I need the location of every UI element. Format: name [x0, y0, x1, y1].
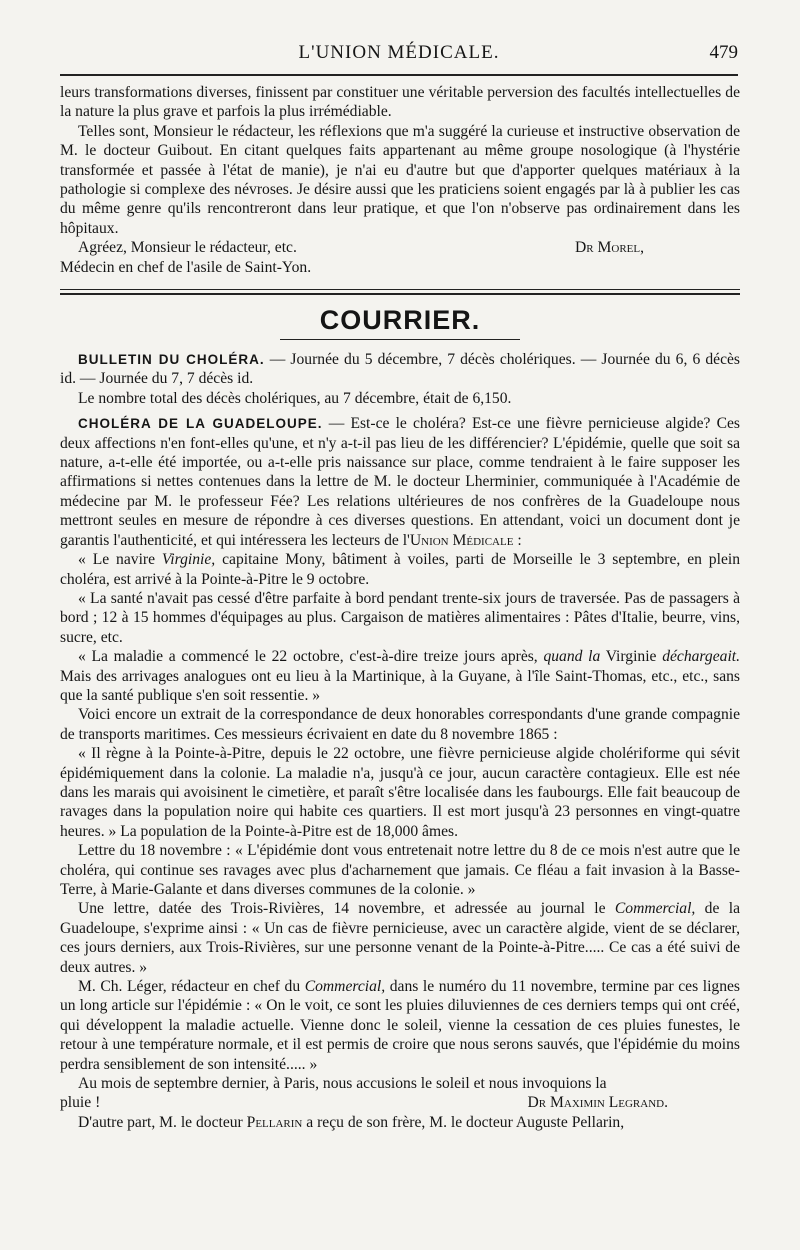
- quote-text: Mais des arrivages analogues ont eu lieu à la Martinique, à la Guyane, à l'île Saint-Thomas, etc., etc., sans que la santé publique s'en soit ressentie. »: [60, 667, 740, 704]
- bulletin-paragraph: [60, 350, 740, 389]
- guadeloupe-label: CHOLÉRA DE LA GUADELOUPE.: [78, 416, 323, 432]
- letter-18-november: Lettre du 18 novembre : « L'épidémie dont vous entretenait notre lettre du 8 de ce mois n'est autre que le choléra, qui continue ses ravages avec plus d'acharnement que jamais. Ce fléau a fait invasion à la Basse-Terre, à Marie-Galante et dans diverses communes de la colonie. »: [60, 842, 740, 899]
- page-body: [60, 83, 740, 1132]
- section-title: COURRIER.: [319, 305, 481, 336]
- paragraph-text: de la Guadeloupe, s'exprime ainsi : « Un cas de fièvre pernicieuse, avec un caractère algide, vient de se déclarer, ces jours derniers, aux Trois-Rivières, sur une personne venant de la Pointe-à-Pitre..... Ce cas a été suivi de deux autres. »: [60, 900, 740, 976]
- quote-pointe-a-pitre: « Il règne à la Pointe-à-Pitre, depuis le 22 octobre, une fièvre pernicieuse algide cholériforme qui sévit épidémiquement dans la colonie. La maladie n'a, jusqu'à ce jour, aucun caractère contagieux. Elle est née dans les marais qui avoisinent le cimetière, et paraît s'être localisée dans les faubourgs. Elle fait beaucoup de ravages dans la population noire qui habite ces quartiers. Il est mort jusqu'à 23 personnes en vingt-quatre heures. » La population de la Pointe-à-Pitre est de 18,000 âmes.: [60, 745, 740, 840]
- person-name: Pellarin: [246, 1113, 303, 1131]
- quote-text: « La maladie a commencé le 22 octobre, c'est-à-dire treize jours après,: [78, 648, 544, 666]
- paragraph-text: dans le numéro du 11 novembre, termine par ces lignes un long article sur l'épidémie : « On le voit, ce sont les pluies diluviennes de ces derniers temps qui ont créé, qui développent la maladie actuelle. Vienne donc le soleil, vienne la cessation de ces pluies funestes, le retour à une température normale, et il est permis de croire que nous serons sauvés, que l'épidémie du moins perdra sensiblement de son intensité..... »: [60, 978, 740, 1073]
- guadeloupe-paragraph: [60, 414, 740, 550]
- leger-paragraph: [60, 977, 740, 1074]
- letter-closing: Agréez, Monsieur le rédacteur, etc.: [78, 239, 297, 257]
- letter-paragraph-1: leurs transformations diverses, finissent par constituer une véritable perversion des facultés intellectuelles de la nature la plus grave et parfois la plus irrémédiable.: [60, 84, 740, 121]
- page-number: 479: [709, 42, 738, 63]
- trois-rivieres-paragraph: [60, 899, 740, 977]
- emphasis: quand la: [543, 648, 601, 666]
- letter-signature-role: Médecin en chef de l'asile de Saint-Yon.: [60, 258, 312, 276]
- journal-title: L'UNION MÉDICALE.: [298, 42, 500, 63]
- letter-paragraph-2: Telles sont, Monsieur le rédacteur, les réflexions que m'a suggéré la curieuse et instructive observation de M. le docteur Guibout. En citant quelques faits appartenant au même groupe nosologique (à l'hystérie transformée et passée à l'état de manie), je n'ai eu d'autre but que d'apporter quelques matériaux à la pathologie si complexe des névroses. Je désire aussi que les praticiens soient engagés par là à publier les cas du même genre qu'ils rencontreront dans leur pratique, et que l'on n'observe pas ordinairement dans les hôpitaux.: [60, 122, 740, 237]
- emphasis: déchargeait.: [662, 648, 741, 666]
- quote-crossing: « La santé n'avait pas cessé d'être parfaite à bord pendant trente-six jours de traversée. Pas de passagers à bord ; 12 à 15 hommes d'équipages au plus. Cargaison de matières alimentaires : Pâtes d'Italie, beurre, vins, sucre, etc.: [60, 589, 740, 646]
- paragraph-text: a reçu de son frère, M. le docteur Auguste Pellarin,: [302, 1113, 625, 1131]
- letter-signature: Dr Morel,: [575, 239, 644, 257]
- final-paragraph: [60, 1113, 740, 1132]
- journal-name: Commercial,: [614, 900, 696, 918]
- author-signature: Dr Maximin Legrand.: [527, 1094, 668, 1112]
- bulletin-label: BULLETIN DU CHOLÉRA.: [78, 352, 265, 368]
- quote-text: capitaine Mony, bâtiment à voiles, parti de Morseille le 3 septembre, en plein choléra, est arrivé à la Pointe-à-Pitre le 9 octobre.: [60, 551, 740, 588]
- paragraph-text: D'autre part, M. le docteur: [78, 1113, 247, 1131]
- ship-name: Virginie,: [161, 551, 216, 569]
- bulletin-text: — Journée du 5 décembre, 7 décès cholériques. — Journée du 6, 6 décès id. — Journée du 7, 7 décès id.: [60, 351, 740, 388]
- journal-name: Commercial,: [304, 978, 386, 996]
- paris-closing: pluie !: [60, 1094, 101, 1112]
- total-deaths-paragraph: Le nombre total des décès cholériques, au 7 décembre, était de 6,150.: [78, 389, 512, 407]
- letter-closing-row: [60, 238, 740, 257]
- quote-virginie: [60, 550, 740, 589]
- title-underline: [280, 339, 520, 340]
- paragraph-text: Une lettre, datée des Trois-Rivières, 14 novembre, et adressée au journal le: [78, 900, 615, 918]
- paragraph-text: M. Ch. Léger, rédacteur en chef du: [78, 978, 305, 996]
- running-head: [60, 42, 738, 72]
- journal-name: Union Médicale: [409, 531, 514, 549]
- paris-closing-row: [60, 1093, 740, 1112]
- quote-text: « Le navire: [78, 551, 162, 569]
- guadeloupe-end: :: [513, 531, 522, 549]
- guadeloupe-text: — Est-ce le choléra? Est-ce une fièvre pernicieuse algide? Ces deux affections n'en font-elles qu'une, et n'y a-t-il pas lieu de les différencier? L'épidémie, quelle que soit sa nature, a-t-elle été importée, ou a-t-elle pris naissance sur place, comme tendraient à le faire supposer les affirmations si nettes contenues dans la lettre de M. le docteur Lherminier, communiquée à l'Académie de médecine par M. le professeur Fée? Les relations ultérieures de nos confrères de la Guadeloupe nous mettront seules en mesure de répondre à ces diverses questions. En attendant, voici un document dont je garantis l'authenticité, et qui intéressera les lecteurs de l': [60, 415, 740, 549]
- quote-text: Virginie: [600, 648, 663, 666]
- paris-paragraph: Au mois de septembre dernier, à Paris, nous accusions le soleil et nous invoquions la: [78, 1075, 607, 1093]
- extract-paragraph: Voici encore un extrait de la correspondance de deux honorables correspondants d'une grande compagnie de transports maritimes. Ces messieurs écrivaient en date du 8 novembre 1865 :: [60, 706, 740, 743]
- section-divider: [60, 289, 740, 295]
- quote-outbreak: [60, 647, 740, 705]
- header-rule: [60, 74, 738, 76]
